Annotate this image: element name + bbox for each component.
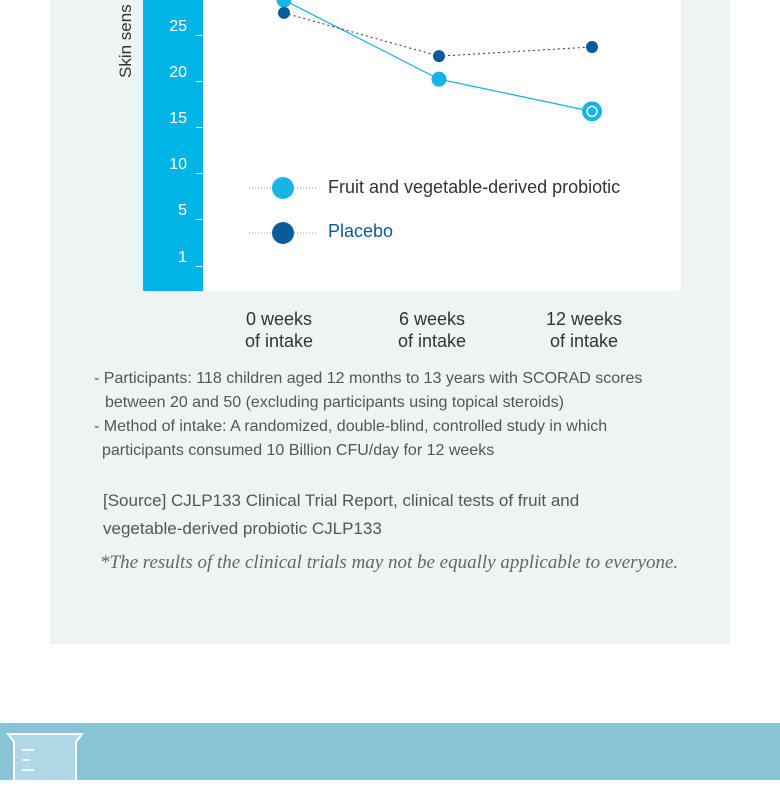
note-participants-line2: between 20 and 50 (excluding participants using topical steroids) <box>105 394 564 411</box>
note-method-line2: participants consumed 10 Billion CFU/day for 12 weeks <box>102 442 495 459</box>
x-tick-line2: of intake <box>397 331 467 351</box>
note-method-line1: - Method of intake: A randomized, double-blind, controlled study in which <box>94 418 608 435</box>
x-tick-line2: of intake <box>244 331 314 351</box>
x-tick-label-0 <box>219 308 339 352</box>
y-tick-label: 10 <box>169 156 187 173</box>
legend-marker-probiotic <box>272 177 294 199</box>
y-tick-label: 25 <box>169 18 187 35</box>
data-point-placebo <box>433 50 445 62</box>
source-citation <box>103 487 603 543</box>
source-line1: [Source] CJLP133 Clinical Trial Report, clinical tests of fruit and <box>103 491 580 510</box>
y-tick-label: 15 <box>169 110 187 127</box>
source-line2: vegetable-derived probiotic CJLP133 <box>103 519 382 538</box>
data-point-probiotic <box>432 72 447 87</box>
x-tick-line1: 6 weeks <box>398 309 466 329</box>
y-tick-label: 1 <box>178 249 187 266</box>
series-line-placebo <box>284 13 592 56</box>
x-tick-line2: of intake <box>549 331 619 351</box>
data-point-placebo <box>278 7 290 19</box>
disclaimer: *The results of the clinical trials may not be equally applicable to everyone. <box>100 552 679 573</box>
beaker-icon <box>2 730 88 786</box>
legend-marker-placebo <box>272 222 294 244</box>
study-notes <box>94 367 654 463</box>
x-tick-line1: 0 weeks <box>245 309 313 329</box>
legend-label-probiotic: Fruit and vegetable-derived probiotic <box>328 177 621 197</box>
data-point-probiotic <box>277 0 292 8</box>
x-tick-label-12 <box>524 308 644 352</box>
data-point-placebo <box>586 41 598 53</box>
note-participants-line1: - Participants: 118 children aged 12 months to 13 years with SCORAD scores <box>94 370 643 387</box>
y-tick-label: 20 <box>169 64 187 81</box>
legend-label-placebo: Placebo <box>328 221 394 241</box>
line-chart <box>0 0 780 300</box>
y-axis-label: Skin sens <box>116 4 135 78</box>
x-tick-line1: 12 weeks <box>545 309 623 329</box>
x-tick-label-6 <box>372 308 492 352</box>
bottom-banner <box>0 723 780 780</box>
data-point-probiotic <box>582 101 602 121</box>
y-tick-label: 5 <box>178 202 187 219</box>
